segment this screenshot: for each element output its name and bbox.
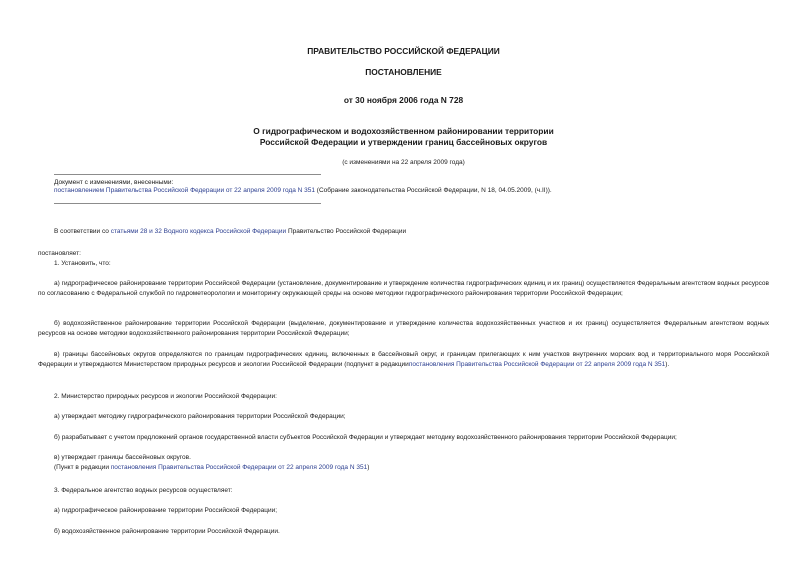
clause-2: 2. Министерство природных ресурсов и экологии Российской Федерации:: [54, 393, 277, 400]
preamble-prefix: В соответствии со: [54, 228, 111, 235]
clause-1v-link[interactable]: постановления Правительства Российской Федерации от 22 апреля 2009 года N 351: [408, 360, 666, 368]
changes-reference: [54, 186, 552, 196]
clause-2v: в) утверждает границы бассейновых округов.: [54, 454, 191, 461]
title-line-2: Российской Федерации и утверждении границ бассейновых округов: [259, 137, 548, 147]
changes-top-divider: [54, 174, 321, 175]
clause-1a: а) гидрографическое районирование территории Российской Федерации (установление, документирование и утверждение количества гидрографических единиц и их границ) осуществляется Федеральным агентством водных ресурсов по согласованию с Федеральной службой по гидрометеорологии и мониторингу окружающей среды на основе методики гидрографического районирования территории Российской Федерации;: [38, 280, 769, 297]
preamble: [54, 227, 406, 237]
clause-2-note-suffix: ): [367, 464, 370, 471]
water-code-link[interactable]: статьями 28 и 32 Водного кодекса Российской Федерации: [110, 228, 287, 235]
clause-3: 3. Федеральное агентство водных ресурсов осуществляет:: [54, 487, 233, 494]
issuer-heading: ПРАВИТЕЛЬСТВО РОССИЙСКОЙ ФЕДЕРАЦИИ: [307, 46, 500, 56]
document-type-heading: ПОСТАНОВЛЕНИЕ: [365, 67, 442, 77]
clause-1: 1. Установить, что:: [54, 260, 111, 267]
amendment-link[interactable]: постановлением Правительства Российской Федерации от 22 апреля 2009 года N 351: [54, 187, 315, 194]
clause-2-note-prefix: (Пункт в редакции: [54, 464, 111, 471]
resolves-label: постановляет:: [38, 250, 81, 257]
clause-3b: б) водохозяйственное районирование территории Российской Федерации.: [54, 528, 280, 535]
clause-1v-text: в) границы бассейновых округов определяются по границам гидрографических единиц, включенных в бассейновый округ, и границам прилегающих к ним участков внутренних морских вод и территориального моря Российской Федерации и утверждаются Министерством природных ресурсов и экологии Российской Федерации (подпункт в редакции: [38, 351, 769, 368]
title-line-1: О гидрографическом и водохозяйственном районировании территории: [253, 126, 554, 136]
preamble-suffix: Правительство Российской Федерации: [286, 228, 407, 235]
clause-1v-end: ).: [665, 360, 670, 368]
clause-2-note-link[interactable]: постановления Правительства Российской Федерации от 22 апреля 2009 года N 351: [110, 464, 368, 471]
changes-intro: Документ с изменениями, внесенными:: [54, 179, 174, 186]
clause-2-note: [54, 463, 369, 473]
amendments-note: (с изменениями на 22 апреля 2009 года): [342, 159, 465, 166]
clause-1b: б) водохозяйственное районирование территории Российской Федерации (выделение, документирование и утверждение количества водохозяйственных участков и их границ) осуществляется Федеральным агентством водных ресурсов на основе методики водохозяйственного районирования территории Российской Федерации;: [38, 320, 769, 337]
clause-3a: а) гидрографическое районирование территории Российской Федерации;: [54, 507, 278, 514]
date-number-heading: от 30 ноября 2006 года N 728: [343, 95, 464, 105]
clause-2b: б) разрабатывает с учетом предложений органов государственной власти субъектов Российской Федерации и утверждает методику водохозяйственного районирования территории Российской Федерации;: [54, 434, 677, 441]
amendment-source: (Собрание законодательства Российской Федерации, N 18, 04.05.2009, (ч.II)).: [315, 187, 552, 194]
clause-2a: а) утверждает методику гидрографического районирования территории Российской Федерации;: [54, 413, 346, 420]
clause-1v: [38, 350, 769, 369]
changes-bottom-divider: [54, 203, 321, 204]
